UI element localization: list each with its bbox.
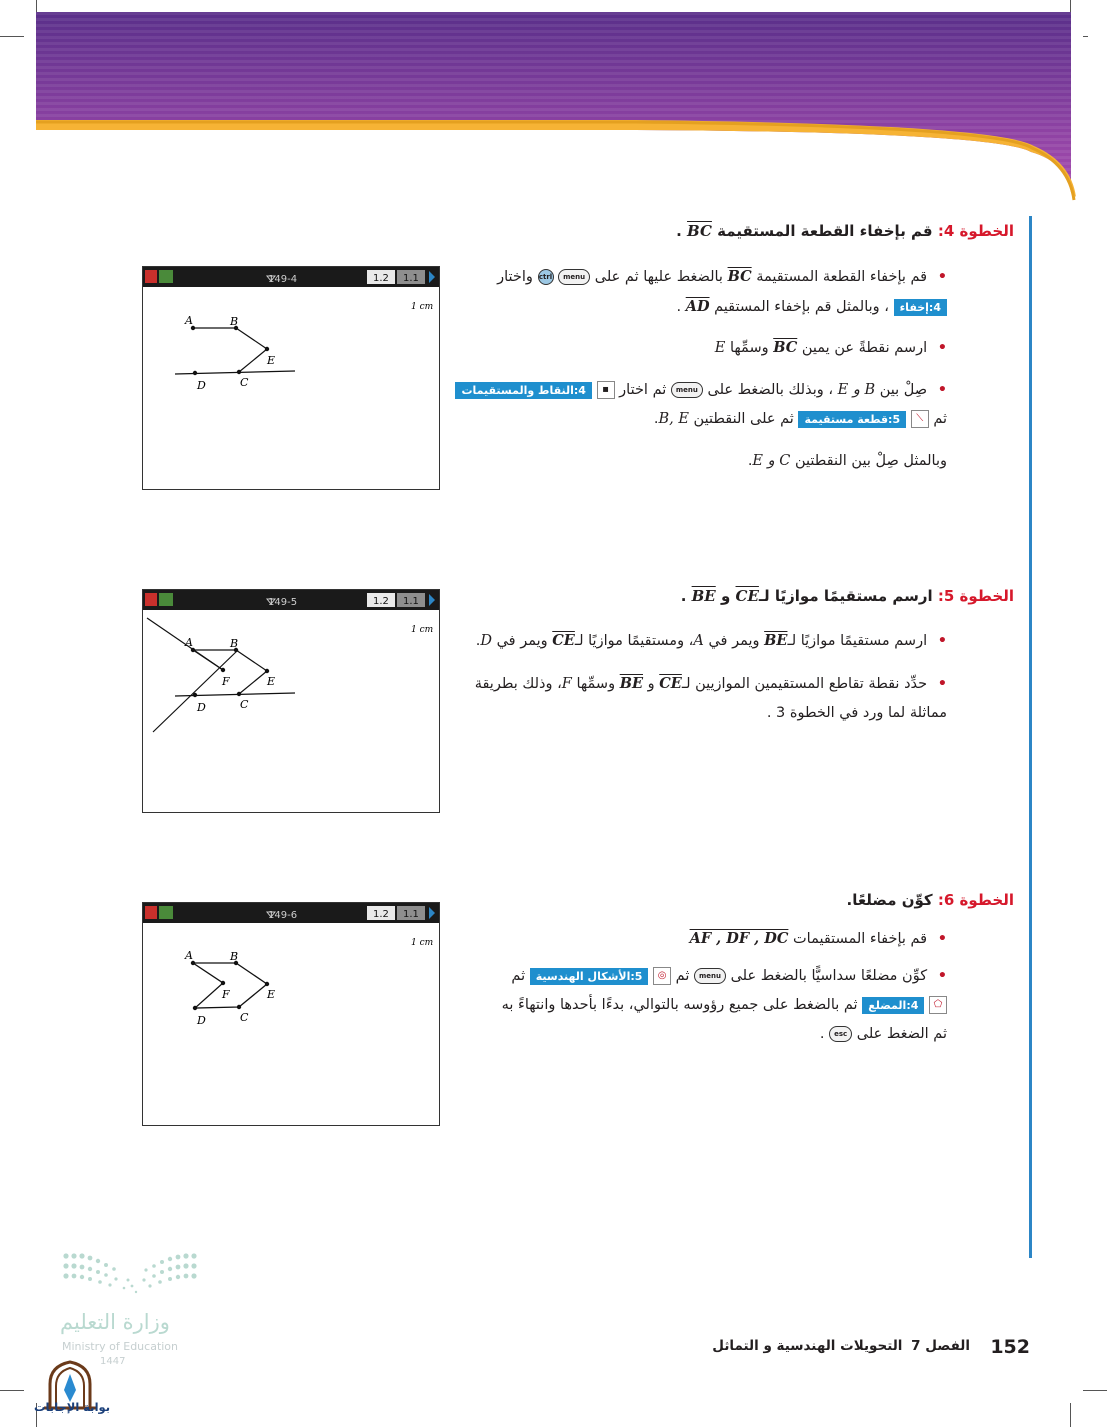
point-e: E [714,340,726,356]
text: وبالمثل صِلْ بين النقطتين [794,453,947,469]
step4-bullet-2: • ارسم نقطةً عن يمين BC وسمِّها E [714,339,947,356]
esc-key-icon: esc [829,1026,852,1042]
segment-ce: CE [659,675,682,692]
text: ارسم مستقيمًا موازيًا لـ [758,587,933,605]
battery-icon [159,270,173,283]
points: B, E [658,411,689,427]
point-label: C [240,1011,249,1024]
close-icon [145,593,157,606]
point-label: F [222,675,230,688]
segment-be: BE [619,675,643,692]
hide-tag: 4:إخفاء [894,299,947,316]
point-label: B [230,950,239,963]
screen-2-graphics [143,590,439,812]
text: ويمر في [708,633,760,649]
shapes-tag: 5:الأشكال الهندسية [530,968,649,985]
crop-mark [0,36,24,37]
text: ثم [933,411,947,427]
crop-mark [1070,1403,1071,1427]
point-label: B [230,637,239,650]
segment-bc: BC [687,222,712,240]
portal-name: بوابة الإجابات [34,1400,111,1414]
close-icon [145,270,157,283]
segment-bc: BC [727,268,752,285]
step5-bullet-2: • حدِّد نقطة تقاطع المستقيمين الموازيين لـCE و BE وسمِّها F، وذلك بطريقة مماثلة لما ورد في الخطوة 3 . [474,675,947,721]
point-tool-icon: ▪ [597,381,615,399]
menu-key-icon: menu [558,269,590,285]
text: ثم الضغط على [856,1026,947,1042]
text: قم بإخفاء القطعة المستقيمة [756,269,928,285]
point-label: E [267,988,276,1001]
step4-title: الخطوة 4: قم بإخفاء القطعة المستقيمة BC . [676,222,1014,240]
ctrl-key-icon: ctrl [538,269,554,285]
point-f: F [561,676,572,692]
point-label: D [197,379,206,392]
text: مماثلة لما ورد في الخطوة 3 . [766,705,947,721]
step4-bullet-3: • صِلْ بين B و E ، وبذلك بالضغط على menu ثم اختار ▪ 4:النقاط والمستقيمات ثم ⟋ 5:قطعة مستقيمة ثم على النقطتين B, E. [447,376,947,434]
chapter-number: الفصل 7 [911,1338,970,1354]
page-a: 1.2 [373,909,389,920]
text: ارسم مستقيمًا موازيًا لـ [787,633,928,649]
text: ثم [675,968,690,984]
calculator-screen-2 [142,589,440,813]
step5-title: الخطوة 5: ارسم مستقيمًا موازيًا لـCE و BE . [680,587,1014,605]
crop-mark [0,1390,24,1391]
step4-bullet-1: • قم بإخفاء القطعة المستقيمة BC بالضغط عليها ثم على menu ctrl واختار 4:إخفاء ، وبالمثل قم بإخفاء المستقيم AD . [497,268,947,315]
polygon-tag: 4:المضلع [862,997,924,1014]
scale-label: 1 cm [411,938,434,948]
text: ثم [511,968,526,984]
ministry-logo-icon [58,1250,208,1310]
text: صِلْ بين [879,382,928,398]
tab-label: 149-5 [268,597,298,608]
header-banner [36,12,1107,202]
points: B و E [837,382,876,398]
step4-bullet-4: وبالمثل صِلْ بين النقطتين C و E. [747,453,947,469]
step4-label: الخطوة 4: [937,222,1014,240]
point-label: A [185,314,193,327]
text: ثم بالضغط على جميع رؤوسه بالتوالي، بدءًا بأحدها وانتهاءً به [501,997,858,1013]
page-b: 1.1 [403,909,419,920]
step6-bullet-1: • قم بإخفاء المستقيمات AF , DF , DC [689,930,947,947]
point-label: F [222,988,230,1001]
text: كوِّن مضلعًا سداسيًّا بالضغط على [730,968,928,984]
segment-bc: BC [773,339,798,356]
point-label: E [267,675,276,688]
crop-mark [1083,1390,1107,1391]
step6-title [847,891,1015,909]
line-ad: AD [685,298,710,315]
menu-key-icon: menu [694,968,726,984]
screen-1-graphics [143,267,439,489]
text: ، وبالمثل قم بإخفاء المستقيم [714,299,889,315]
text: حدِّد نقطة تقاطع المستقيمين الموازيين لـ [681,676,928,692]
step4-title-text: قم بإخفاء القطعة المستقيمة [717,222,933,240]
point-label: E [267,354,276,367]
text: قم بإخفاء المستقيمات [793,931,928,947]
calculator-screen-3 [142,902,440,1126]
screen-3-graphics [143,903,439,1125]
ministry-name-en: Ministry of Education [62,1340,179,1353]
margin-rule [1029,216,1032,1258]
shapes-tool-icon: ◎ [653,967,671,985]
polygon-tool-icon: ⬠ [929,996,947,1014]
text: وسمِّها [576,676,616,692]
step5-bullet-1: • ارسم مستقيمًا موازيًا لـBE ويمر في A، ومستقيمًا موازيًا لـCE ويمر في D. [475,632,947,649]
text: ارسم نقطةً عن يمين [801,340,928,356]
segment-ce: CE [735,587,759,605]
step6-bullet-2: • كوِّن مضلعًا سداسيًّا بالضغط على menu ثم ◎ 5:الأشكال الهندسية ثم ⬠ 4:المضلع ثم بالضغط على جميع رؤوسه بالتوالي، بدءًا بأحدها وانتهاءً به ثم الضغط على esc . [501,968,947,1042]
ministry-name-ar: وزارة التعليم [60,1310,170,1334]
text: و [647,676,655,692]
page-a: 1.2 [373,273,389,284]
text: وسمِّها [729,340,769,356]
segment-be: BE [764,632,788,649]
point-label: C [240,698,249,711]
point-d: D [480,633,492,649]
point-a: A [693,633,704,649]
page-b: 1.1 [403,273,419,284]
text: و [720,587,731,605]
scale-label: 1 cm [411,302,434,312]
point-label: D [197,1014,206,1027]
close-icon [145,906,157,919]
battery-icon [159,906,173,919]
segment-ce: CE [552,632,575,649]
tab-label: 149-4 [268,274,298,285]
text: واختار [497,269,533,285]
page-number: 152 [990,1336,1030,1358]
text: ، وذلك بطريقة [474,676,562,692]
point-label: C [240,376,249,389]
scale-label: 1 cm [411,625,434,635]
page-b: 1.1 [403,596,419,607]
text: كوِّن مضلعًا. [846,891,933,909]
point-label: A [185,949,193,962]
point-label: B [230,315,239,328]
text: بالضغط عليها ثم على [594,269,723,285]
points-lines-tag: 4:النقاط والمستقيمات [455,382,592,399]
text: ثم على النقطتين [693,411,794,427]
calculator-screen-1 [142,266,440,490]
ministry-year: 1447 [100,1356,126,1367]
step6-label: الخطوة 6: [937,891,1014,909]
tab-label: 149-6 [268,910,298,921]
segment-be: BE [691,587,716,605]
text: ، ومستقيمًا موازيًا لـ [574,633,694,649]
chapter-title: التحويلات الهندسية و التماثل [712,1338,903,1354]
step5-label: الخطوة 5: [937,587,1014,605]
text: ثم اختار [619,382,667,398]
text: ويمر في [496,633,548,649]
chapter-footer [712,1338,970,1354]
point-label: A [185,636,193,649]
battery-icon [159,593,173,606]
points: C و E [752,453,791,469]
page-a: 1.2 [373,596,389,607]
point-label: D [197,701,206,714]
menu-key-icon: menu [671,382,703,398]
segment-tool-icon: ⟋ [911,410,929,428]
text: ، وبذلك بالضغط على [707,382,834,398]
segment-tag: 5:قطعة مستقيمة [798,411,906,428]
lines-list: AF , DF , DC [689,930,789,947]
